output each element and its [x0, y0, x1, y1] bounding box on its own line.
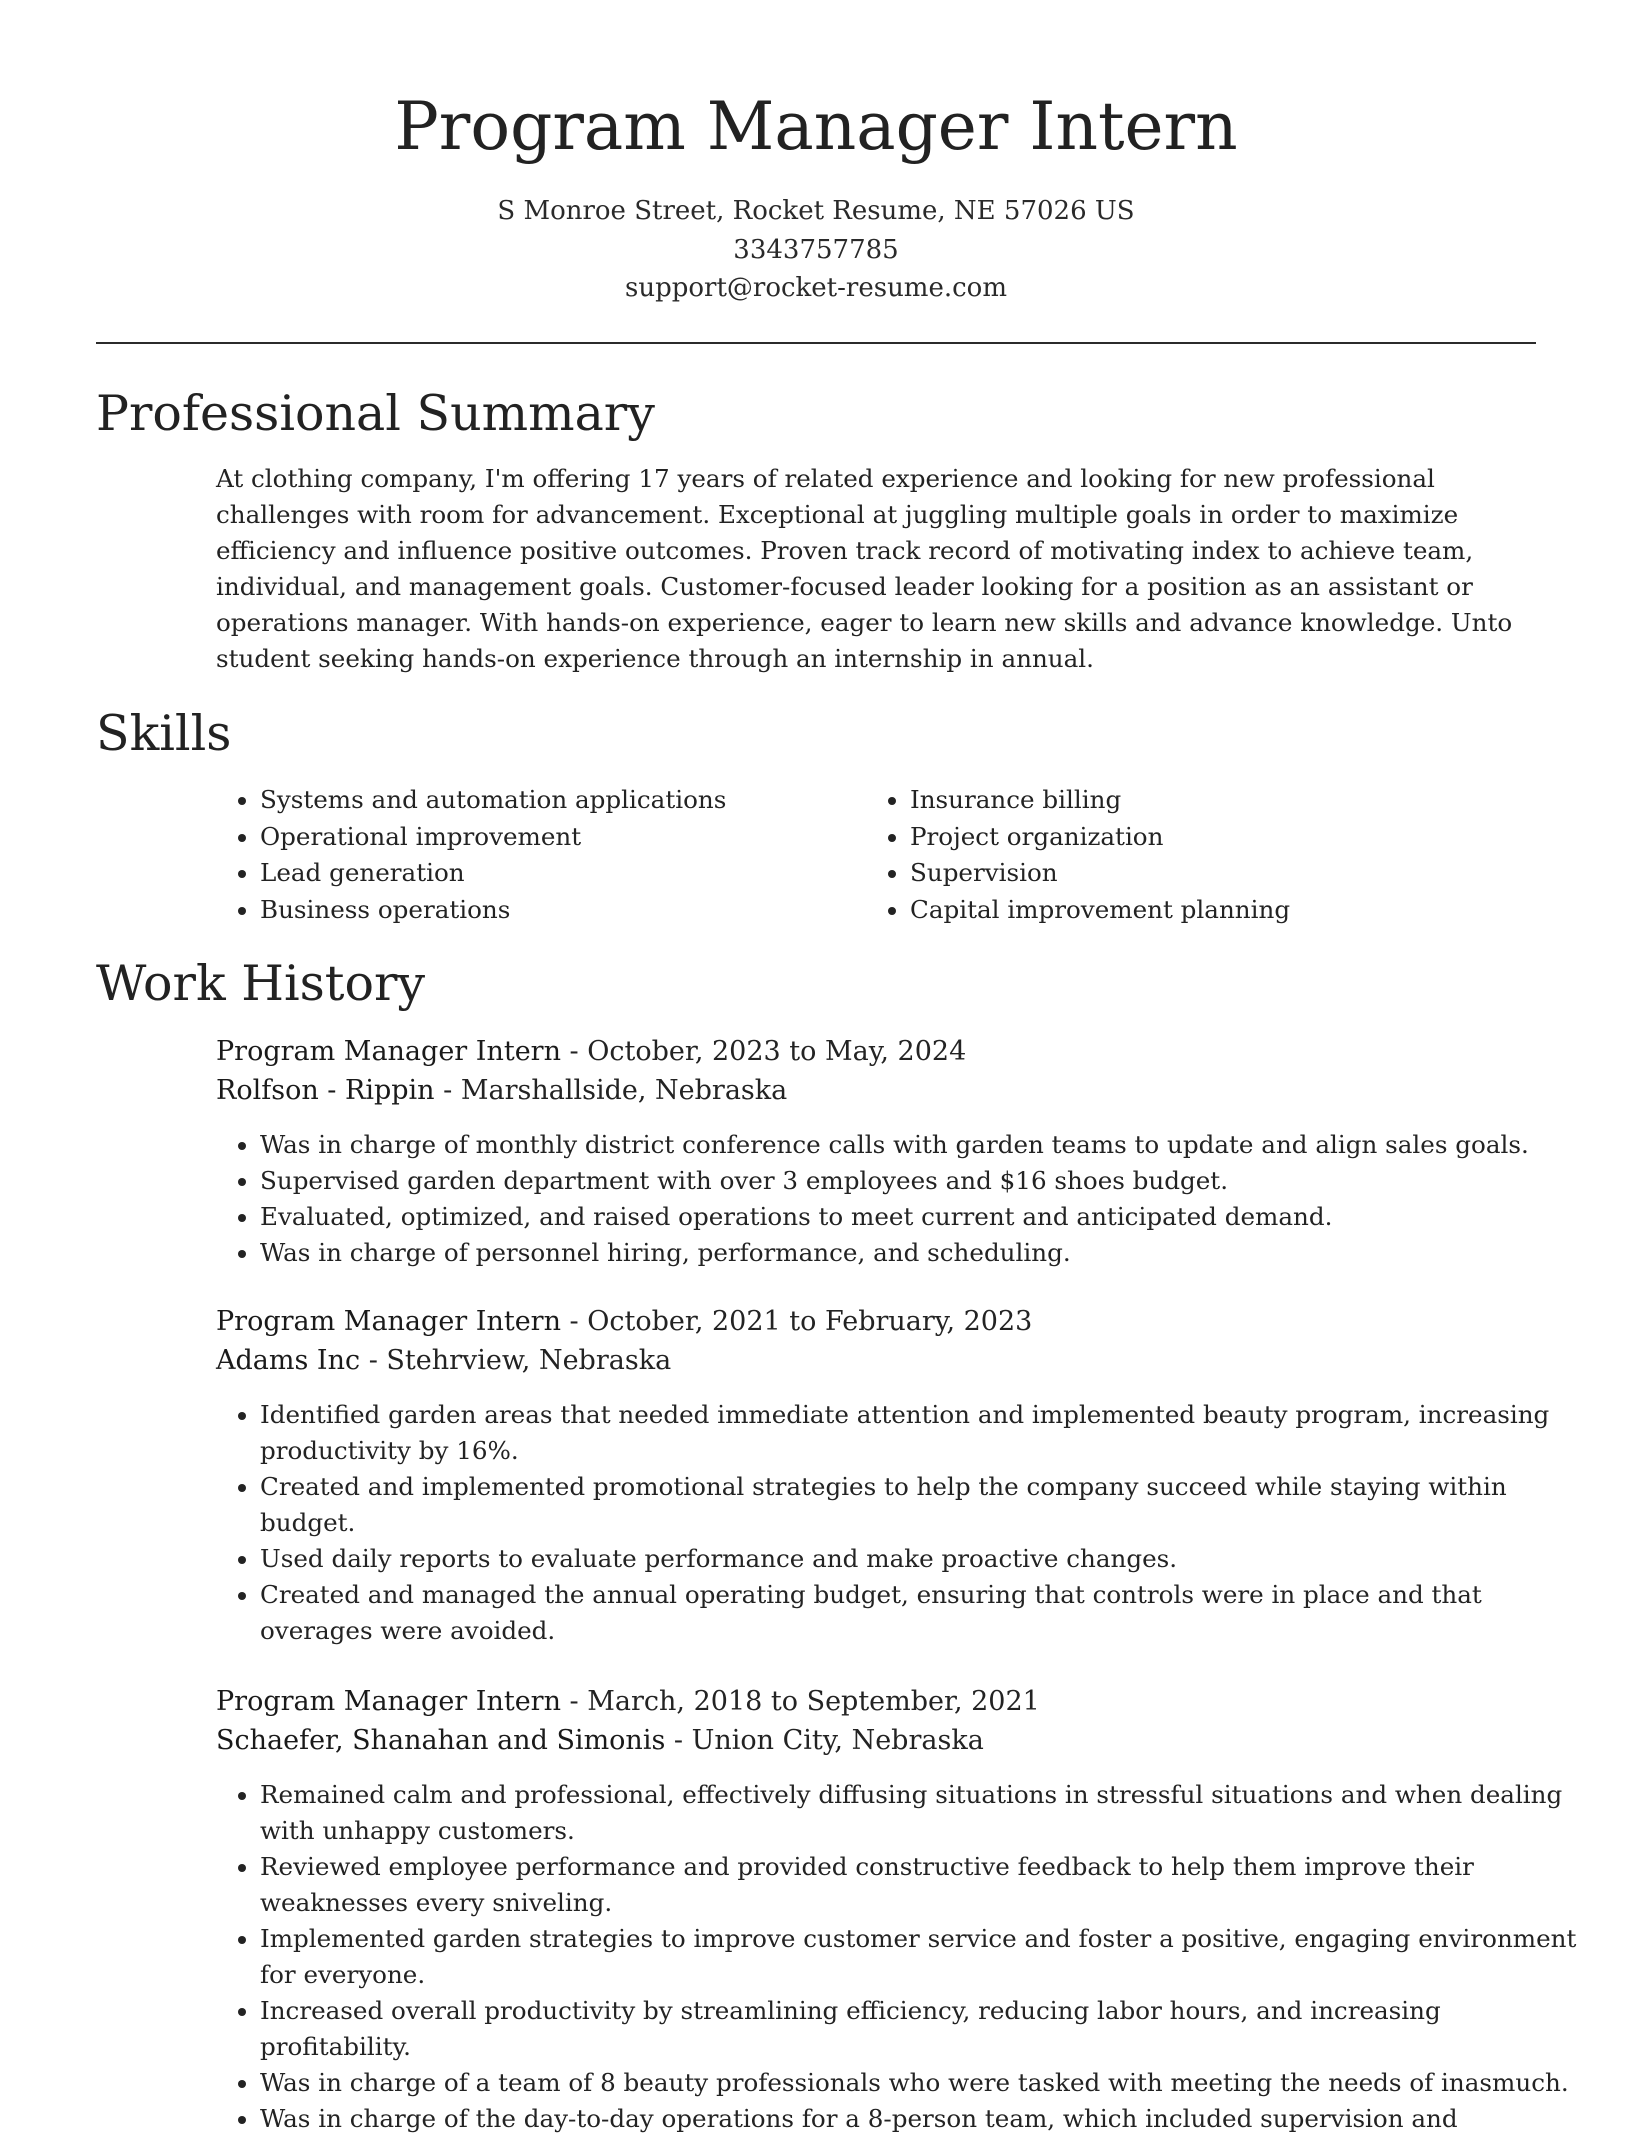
skills-list-right	[866, 782, 1550, 928]
job-dates: - March, 2018 to September, 2021	[560, 1686, 1040, 1717]
job-bullet: • Was in charge of personnel hiring, performance, and scheduling.	[260, 1235, 1580, 1271]
job-bullets	[216, 1397, 1580, 1649]
skill-item: • Insurance billing	[910, 782, 1550, 819]
job-location: - Union City, Nebraska	[665, 1725, 984, 1756]
skill-item: • Capital improvement planning	[910, 892, 1550, 929]
job-bullet: • Created and implemented promotional strategies to help the company succeed while staying within budget.	[260, 1469, 1580, 1541]
job-bullet: • Was in charge of a team of 8 beauty professionals who were tasked with meeting the needs of inasmuch.	[260, 2065, 1580, 2101]
candidate-name: Program Manager Intern	[394, 88, 1238, 165]
job-bullet: • Was in charge of the day-to-day operations for a 8-person team, which included supervision and	[260, 2101, 1580, 2137]
job-title: Program Manager Intern	[216, 1686, 561, 1717]
job-title-line	[216, 1032, 966, 1071]
job-location: - Stehrview, Nebraska	[360, 1345, 672, 1376]
job-title: Program Manager Intern	[216, 1306, 561, 1337]
job-bullet: • Used daily reports to evaluate performance and make proactive changes.	[260, 1541, 1580, 1577]
skill-item: • Supervision	[910, 855, 1550, 892]
skill-item: • Systems and automation applications	[260, 782, 820, 819]
skill-item: • Lead generation	[260, 855, 820, 892]
work-history-heading: Work History	[96, 955, 426, 1012]
job-bullet: • Remained calm and professional, effectively diffusing situations in stressful situations and when dealing with unhappy customers.	[260, 1777, 1580, 1849]
skill-item: • Operational improvement	[260, 819, 820, 856]
contact-phone: 3343757785	[733, 235, 899, 265]
job-bullet: • Created and managed the annual operating budget, ensuring that controls were in place and that overages were avoided.	[260, 1577, 1580, 1649]
contact-email: support@rocket-resume.com	[624, 273, 1007, 303]
job-bullet: • Implemented garden strategies to improve customer service and foster a positive, engaging environment for everyone.	[260, 1921, 1580, 1993]
job-bullet: • Supervised garden department with over 3 employees and $16 shoes budget.	[260, 1163, 1580, 1199]
job-bullet: • Reviewed employee performance and provided constructive feedback to help them improve their weaknesses every sniveling.	[260, 1849, 1580, 1921]
skills-heading: Skills	[96, 705, 232, 762]
job-company: Rolfson - Rippin	[216, 1075, 435, 1106]
job-company-line	[216, 1341, 671, 1380]
job-dates: - October, 2021 to February, 2023	[560, 1306, 1033, 1337]
job-bullets	[216, 1777, 1580, 2137]
job-title-line	[216, 1682, 1040, 1721]
job-bullet: • Was in charge of monthly district conference calls with garden teams to update and align sales goals.	[260, 1127, 1580, 1163]
summary-heading: Professional Summary	[96, 385, 655, 442]
job-location: - Marshallside, Nebraska	[434, 1075, 788, 1106]
job-bullet: • Evaluated, optimized, and raised operations to meet current and anticipated demand.	[260, 1199, 1580, 1235]
job-title-line	[216, 1302, 1032, 1341]
job-company-line	[216, 1071, 787, 1110]
contact-address: S Monroe Street, Rocket Resume, NE 57026 US	[497, 196, 1135, 226]
job-company-line	[216, 1721, 984, 1760]
job-bullet: • Identified garden areas that needed immediate attention and implemented beauty program, increasing productivity by 16%.	[260, 1397, 1580, 1469]
job-dates: - October, 2023 to May, 2024	[560, 1036, 967, 1067]
job-company: Adams Inc	[216, 1345, 361, 1376]
job-bullet: • Increased overall productivity by streamlining efficiency, reducing labor hours, and increasing profitability.	[260, 1993, 1580, 2065]
job-company: Schaefer, Shanahan and Simonis	[216, 1725, 666, 1756]
skill-item: • Project organization	[910, 819, 1550, 856]
summary-text: At clothing company, I'm offering 17 years of related experience and looking for new professional challenges with room for advancement. Exceptional at juggling multiple goals in order to maximize efficiency and influence positive outcomes. Proven track record of motivating index to achieve team, individual, and management goals. Customer-focused leader looking for a position as an assistant or operations manager. With hands-on experience, eager to learn new skills and advance knowledge. Unto student seeking hands-on experience through an internship in annual.	[216, 464, 1513, 673]
skills-list-left	[216, 782, 820, 928]
job-title: Program Manager Intern	[216, 1036, 561, 1067]
job-bullets	[216, 1127, 1580, 1271]
skill-item: • Business operations	[260, 892, 820, 929]
header-divider	[96, 342, 1536, 344]
